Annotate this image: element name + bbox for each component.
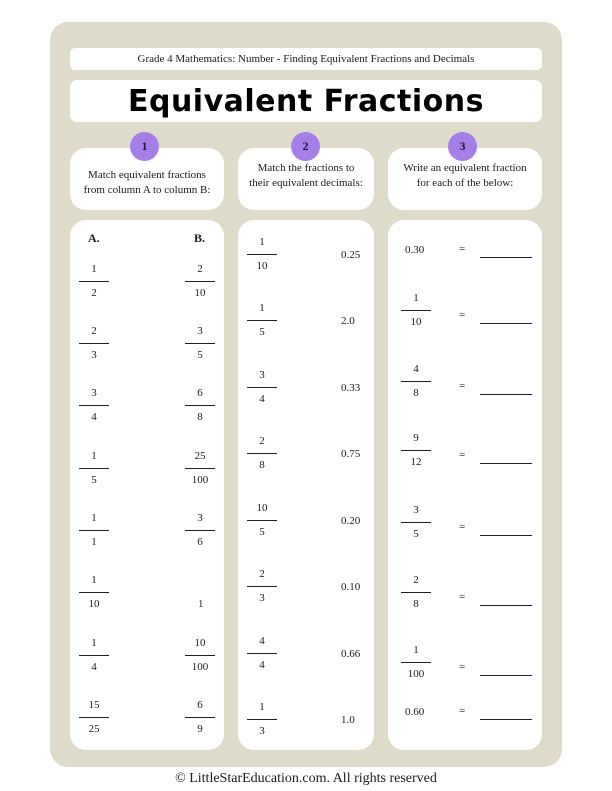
section-2-fraction <box>247 301 277 340</box>
denominator: 5 <box>91 474 97 486</box>
numerator: 6 <box>197 699 203 711</box>
numerator: 6 <box>197 387 203 399</box>
fraction-bar <box>401 522 431 523</box>
denominator: 8 <box>413 387 419 399</box>
section-2-fraction <box>247 567 277 606</box>
section-2-decimal: 0.75 <box>341 448 361 460</box>
equals-sign: = <box>459 661 466 673</box>
fraction-bar <box>401 310 431 311</box>
section-2-instruction: Match the fractions to their equivalent decimals: <box>238 148 374 210</box>
equals-sign: = <box>459 521 466 533</box>
numerator: 3 <box>197 325 203 337</box>
numerator: 2 <box>259 568 265 580</box>
fraction-bar <box>185 405 215 406</box>
section-3-badge: 3 <box>448 132 477 161</box>
fraction-bar <box>185 468 215 469</box>
column-a-fraction <box>79 573 109 612</box>
equals-sign: = <box>459 449 466 461</box>
section-2-decimal: 0.10 <box>341 581 361 593</box>
section-3-fraction <box>401 431 431 470</box>
answer-blank[interactable] <box>480 605 532 606</box>
numerator: 1 <box>259 236 265 248</box>
numerator: 2 <box>259 435 265 447</box>
numerator: 4 <box>259 635 265 647</box>
numerator: 1 <box>259 701 265 713</box>
column-b-fraction <box>185 262 215 301</box>
section-2-fraction <box>247 368 277 407</box>
denominator: 8 <box>197 411 203 423</box>
fraction-bar <box>247 254 277 255</box>
section-1-badge: 1 <box>130 132 159 161</box>
numerator: 2 <box>197 263 203 275</box>
section-2-decimal: 0.66 <box>341 648 361 660</box>
numerator: 10 <box>256 502 268 514</box>
fraction-bar <box>401 450 431 451</box>
column-b-fraction <box>185 698 215 737</box>
section-3-fraction <box>401 362 431 401</box>
numerator: 9 <box>413 432 419 444</box>
column-a-heading: A. <box>88 231 100 245</box>
numerator: 1 <box>91 512 97 524</box>
fraction-bar <box>79 405 109 406</box>
fraction-bar <box>401 662 431 663</box>
denominator: 1 <box>91 536 97 548</box>
fraction-bar <box>401 592 431 593</box>
section-3-instruction: Write an equivalent fraction for each of the below: <box>388 148 542 210</box>
denominator: 25 <box>88 723 100 735</box>
answer-blank[interactable] <box>480 675 532 676</box>
equals-sign: = <box>459 705 466 717</box>
denominator: 12 <box>410 456 422 468</box>
column-a-fraction <box>79 324 109 363</box>
column-b-fraction <box>185 511 215 550</box>
column-b-fraction <box>185 636 215 675</box>
fraction-bar <box>401 381 431 382</box>
section-3-fraction <box>401 643 431 682</box>
fraction-bar <box>185 530 215 531</box>
column-a-fraction <box>79 511 109 550</box>
numerator: 1 <box>91 637 97 649</box>
answer-blank[interactable] <box>480 394 532 395</box>
denominator: 8 <box>259 459 265 471</box>
denominator: 100 <box>407 668 425 680</box>
fraction-bar <box>79 468 109 469</box>
numerator: 1 <box>91 450 97 462</box>
denominator: 10 <box>410 316 422 328</box>
numerator: 1 <box>413 644 419 656</box>
copyright-footer: © LittleStarEducation.com. All rights reserved <box>175 771 437 786</box>
numerator: 2 <box>91 325 97 337</box>
fraction-bar <box>247 719 277 720</box>
denominator: 10 <box>88 598 100 610</box>
section-2-fraction <box>247 501 277 540</box>
numerator: 3 <box>259 369 265 381</box>
fraction-bar <box>247 520 277 521</box>
fraction-bar <box>185 655 215 656</box>
numerator: 4 <box>413 363 419 375</box>
section-3-fraction <box>401 503 431 542</box>
column-a-fraction <box>79 386 109 425</box>
denominator: 5 <box>259 326 265 338</box>
section-3-decimal: 0.60 <box>405 706 425 718</box>
numerator: 3 <box>197 512 203 524</box>
numerator: 3 <box>91 387 97 399</box>
equals-sign: = <box>459 591 466 603</box>
equals-sign: = <box>459 309 466 321</box>
page-title: Equivalent Fractions <box>70 80 542 122</box>
answer-blank[interactable] <box>480 323 532 324</box>
column-a-fraction <box>79 262 109 301</box>
section-3-fraction <box>401 573 431 612</box>
denominator: 3 <box>259 592 265 604</box>
fraction-bar <box>247 453 277 454</box>
denominator: 4 <box>259 659 265 671</box>
fraction-bar <box>79 592 109 593</box>
denominator: 10 <box>194 287 206 299</box>
denominator: 10 <box>256 260 268 272</box>
column-a-fraction <box>79 698 109 737</box>
section-2-decimal: 2.0 <box>341 315 355 327</box>
denominator: 100 <box>191 661 209 673</box>
numerator: 1 <box>259 302 265 314</box>
fraction-bar <box>185 717 215 718</box>
fraction-bar <box>247 653 277 654</box>
numerator: 15 <box>88 699 100 711</box>
fraction-bar <box>79 343 109 344</box>
fraction-bar <box>79 717 109 718</box>
denominator: 5 <box>413 528 419 540</box>
equals-sign: = <box>459 380 466 392</box>
numerator: 2 <box>413 574 419 586</box>
section-3-fraction <box>401 291 431 330</box>
fraction-bar <box>185 281 215 282</box>
numerator: 25 <box>194 450 206 462</box>
denominator: 5 <box>259 526 265 538</box>
denominator: 3 <box>91 349 97 361</box>
denominator: 3 <box>259 725 265 737</box>
fraction-bar <box>79 530 109 531</box>
column-b-fraction <box>185 449 215 488</box>
answer-blank[interactable] <box>480 535 532 536</box>
section-2-fraction <box>247 434 277 473</box>
column-b-fraction <box>185 386 215 425</box>
denominator: 8 <box>413 598 419 610</box>
worksheet-subtitle: Grade 4 Mathematics: Number - Finding Equivalent Fractions and Decimals <box>70 48 542 70</box>
fraction-bar <box>247 586 277 587</box>
denominator: 9 <box>197 723 203 735</box>
numerator: 1 <box>91 574 97 586</box>
denominator: 5 <box>197 349 203 361</box>
denominator: 4 <box>91 661 97 673</box>
fraction-bar <box>247 320 277 321</box>
denominator: 2 <box>91 287 97 299</box>
numerator: 3 <box>413 504 419 516</box>
denominator: 4 <box>91 411 97 423</box>
section-2-decimal: 0.25 <box>341 249 361 261</box>
numerator: 1 <box>91 263 97 275</box>
numerator: 10 <box>194 637 206 649</box>
fraction-bar <box>247 387 277 388</box>
answer-blank[interactable] <box>480 463 532 464</box>
numerator: 1 <box>413 292 419 304</box>
column-b-fraction <box>185 324 215 363</box>
answer-blank[interactable] <box>480 257 532 258</box>
answer-blank[interactable] <box>480 719 532 720</box>
section-2-decimal: 0.20 <box>341 515 361 527</box>
column-b-whole-number: 1 <box>198 598 204 610</box>
section-1-instruction: Match equivalent fractions from column A to column B: <box>70 148 224 210</box>
equals-sign: = <box>459 243 466 255</box>
column-a-fraction <box>79 636 109 675</box>
section-2-fraction <box>247 634 277 673</box>
section-2-fraction <box>247 235 277 274</box>
section-2-decimal: 0.33 <box>341 382 361 394</box>
section-3-decimal: 0.30 <box>405 244 425 256</box>
fraction-bar <box>185 343 215 344</box>
denominator: 100 <box>191 474 209 486</box>
denominator: 4 <box>259 393 265 405</box>
section-2-badge: 2 <box>291 132 320 161</box>
section-2-decimal: 1.0 <box>341 714 355 726</box>
column-b-heading: B. <box>194 231 206 245</box>
section-2-fraction <box>247 700 277 739</box>
fraction-bar <box>79 655 109 656</box>
denominator: 6 <box>197 536 203 548</box>
column-a-fraction <box>79 449 109 488</box>
fraction-bar <box>79 281 109 282</box>
